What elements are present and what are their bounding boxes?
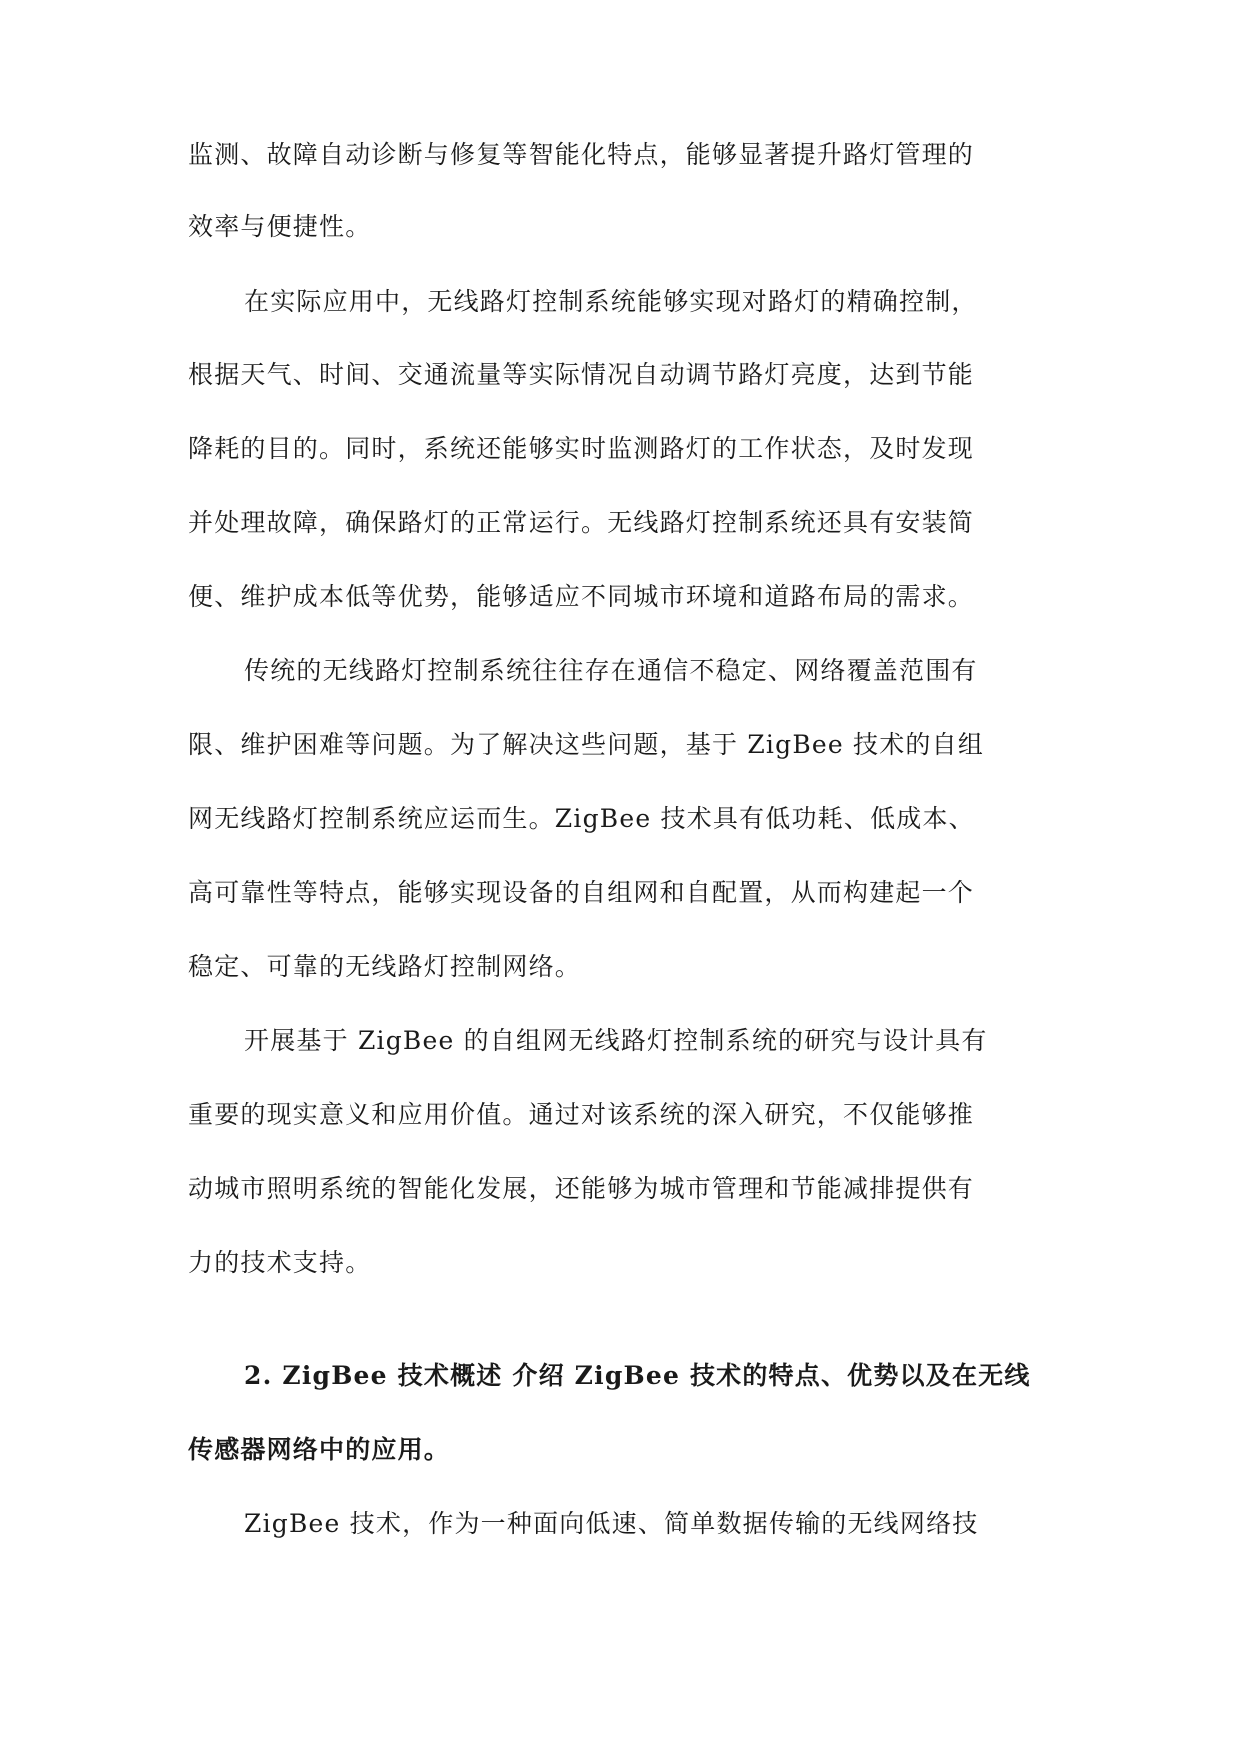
text-line: 网无线路灯控制系统应运而生。ZigBee 技术具有低功耗、低成本、 <box>188 804 975 833</box>
text-line: 效率与便捷性。 <box>188 212 372 241</box>
text-line: 稳定、可靠的无线路灯控制网络。 <box>188 952 582 981</box>
text-line: 动城市照明系统的智能化发展，还能够为城市管理和节能减排提供有 <box>188 1174 975 1203</box>
text-line: 并处理故障，确保路灯的正常运行。无线路灯控制系统还具有安装简 <box>188 508 975 537</box>
text-line: 降耗的目的。同时，系统还能够实时监测路灯的工作状态，及时发现 <box>188 434 975 463</box>
text-line: 重要的现实意义和应用价值。通过对该系统的深入研究，不仅能够推 <box>188 1100 975 1129</box>
text-line: 限、维护困难等问题。为了解决这些问题，基于 ZigBee 技术的自组 <box>188 730 985 759</box>
text-line: 开展基于 ZigBee 的自组网无线路灯控制系统的研究与设计具有 <box>244 1026 988 1055</box>
text-line: 根据天气、时间、交通流量等实际情况自动调节路灯亮度，达到节能 <box>188 360 975 389</box>
text-line: 便、维护成本低等优势，能够适应不同城市环境和道路布局的需求。 <box>188 582 975 611</box>
text-line: 力的技术支持。 <box>188 1248 372 1277</box>
text-line: 监测、故障自动诊断与修复等智能化特点，能够显著提升路灯管理的 <box>188 140 975 169</box>
text-line: 在实际应用中，无线路灯控制系统能够实现对路灯的精确控制， <box>244 287 978 316</box>
text-line: 传统的无线路灯控制系统往往存在通信不稳定、网络覆盖范围有 <box>244 656 978 685</box>
text-line: 高可靠性等特点，能够实现设备的自组网和自配置，从而构建起一个 <box>188 878 975 907</box>
text-line: ZigBee 技术，作为一种面向低速、简单数据传输的无线网络技 <box>244 1509 979 1538</box>
section-heading: 传感器网络中的应用。 <box>188 1435 451 1464</box>
section-heading: 2. ZigBee 技术概述 介绍 ZigBee 技术的特点、优势以及在无线 <box>244 1361 1031 1390</box>
